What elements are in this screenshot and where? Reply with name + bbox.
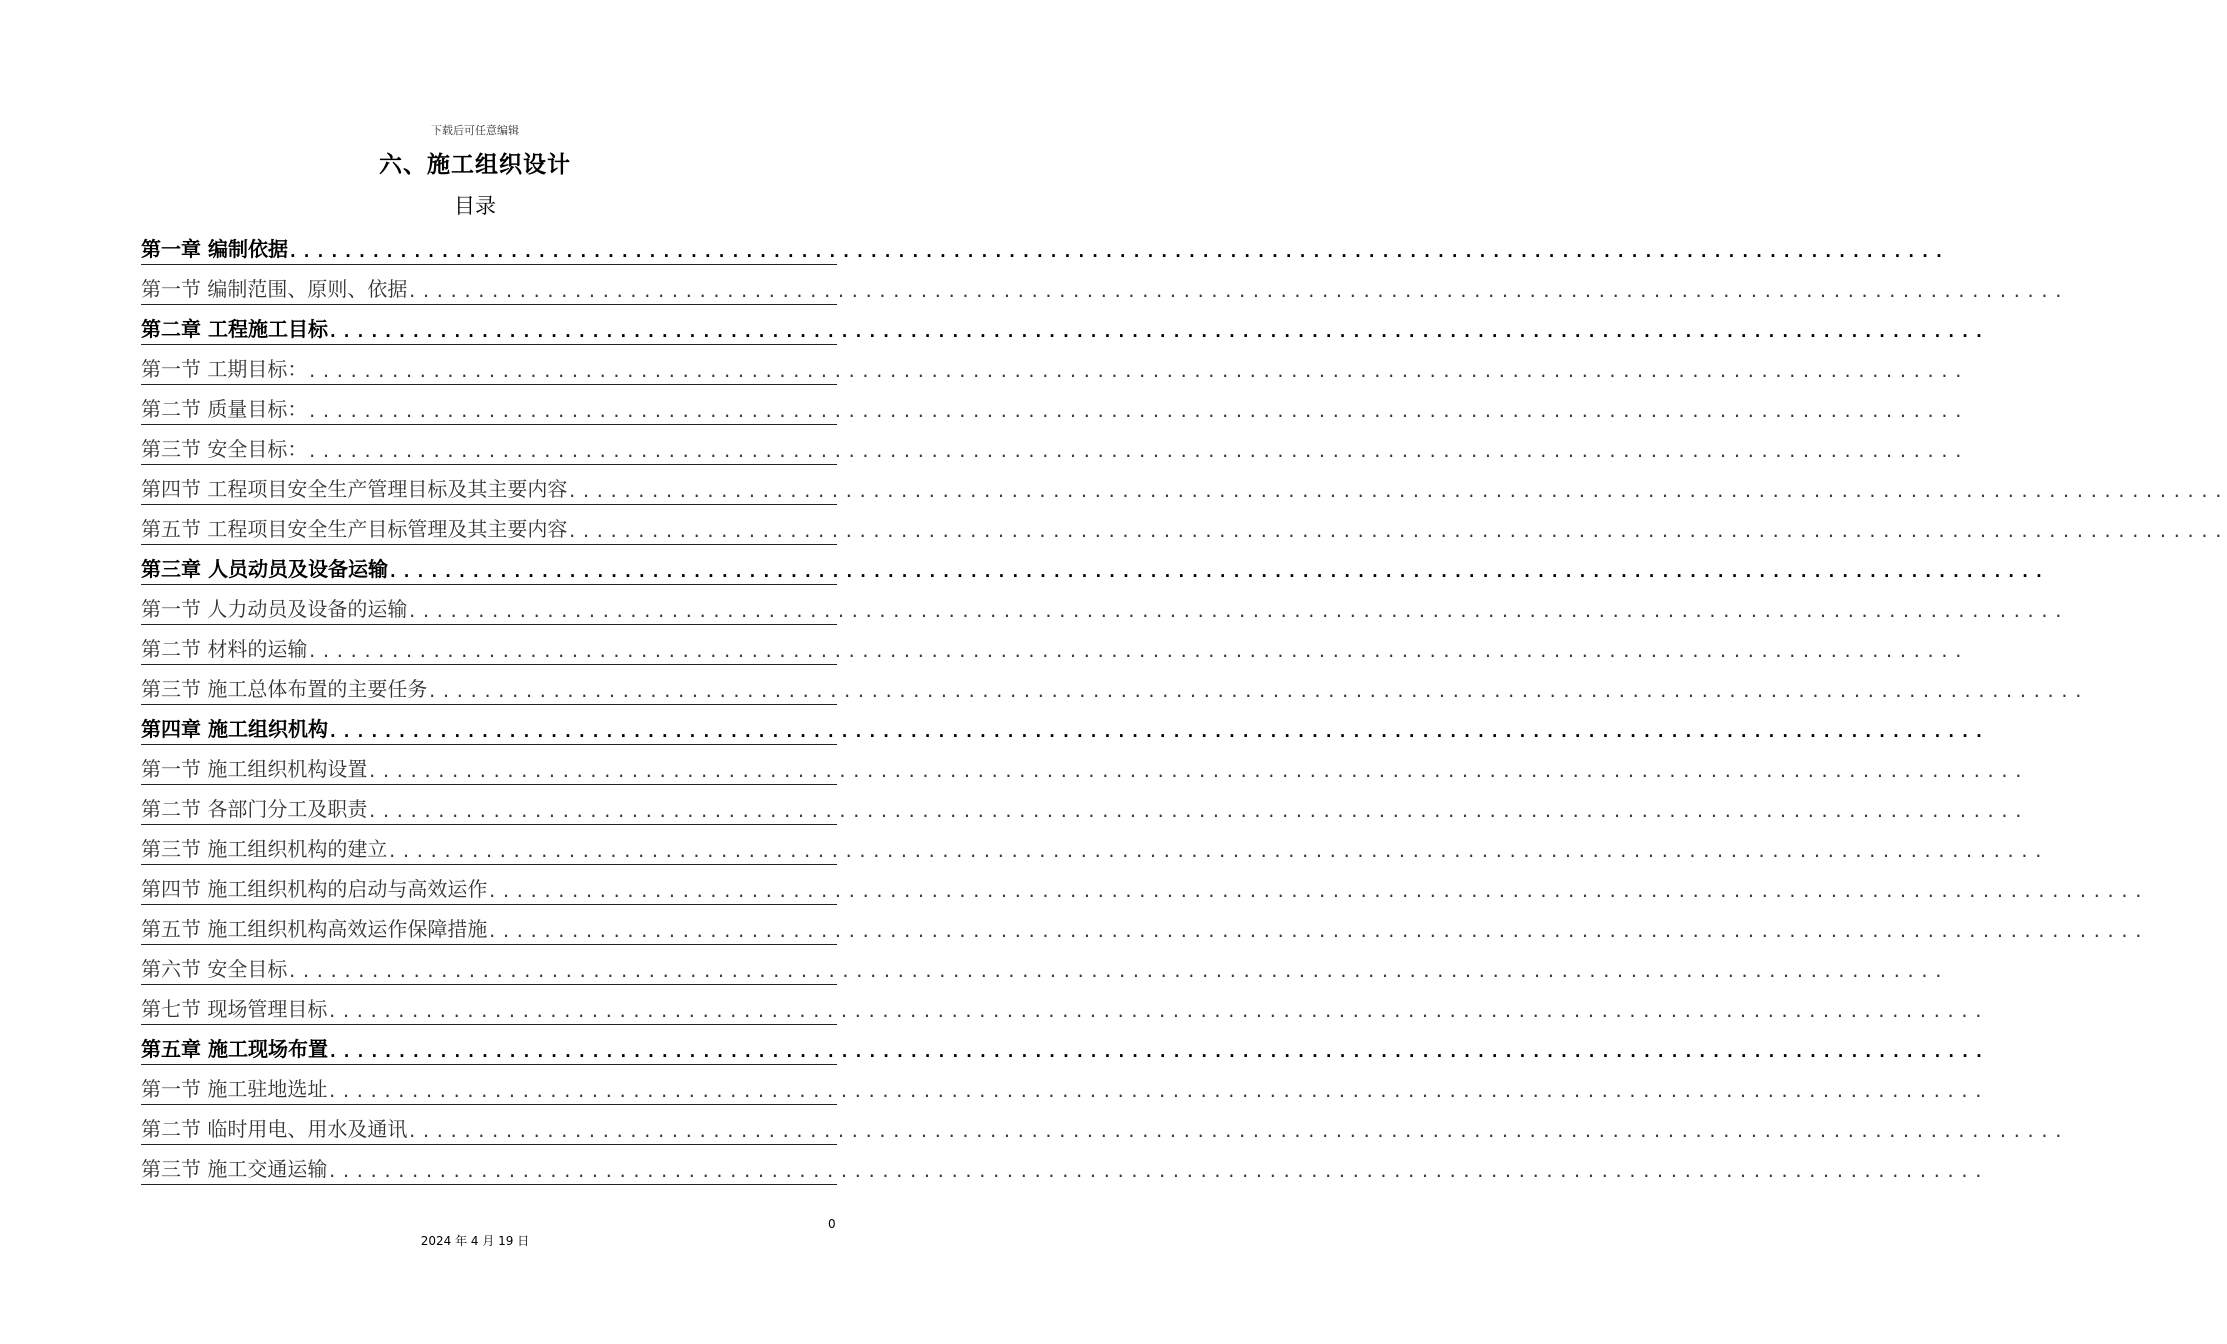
toc-dot-leader: ........................................................................................................................ (307, 362, 1968, 381)
toc-dot-leader: ........................................................................................................................ (487, 882, 2148, 901)
toc-dot-leader: ........................................................................................................................ (287, 242, 1948, 261)
toc-section-entry[interactable] (141, 345, 1968, 385)
toc-entry-label: 第四节 施工组织机构的启动与高效运作 (141, 877, 488, 901)
toc-chapter-entry[interactable] (141, 1025, 1988, 1065)
toc-entry-label: 第二节 材料的运输 (141, 637, 308, 661)
toc-dot-leader: ........................................................................................................................ (327, 1042, 1988, 1061)
toc-entry-label: 第四节 工程项目安全生产管理目标及其主要内容 (141, 477, 568, 501)
toc-dot-leader: ........................................................................................................................ (487, 922, 2148, 941)
toc-dot-leader: ........................................................................................................................ (307, 442, 1968, 461)
toc-entry-label: 第六节 安全目标 (141, 957, 288, 981)
toc-entry-label: 第二节 各部门分工及职责 (141, 797, 368, 821)
toc-section-entry[interactable] (141, 465, 2227, 505)
toc-section-entry[interactable] (141, 785, 2028, 825)
toc-entry-label: 第三节 施工总体布置的主要任务 (141, 677, 428, 701)
toc-dot-leader: ........................................................................................................................ (307, 642, 1968, 661)
toc-section-entry[interactable] (141, 1105, 2068, 1145)
footer-date: 2024 年 4 月 19 日 (420, 1234, 530, 1248)
toc-section-entry[interactable] (141, 265, 2068, 305)
toc-dot-leader: ........................................................................................................................ (367, 762, 2028, 781)
toc-section-entry[interactable] (141, 825, 2048, 865)
toc-dot-leader: ........................................................................................................................ (327, 722, 1988, 741)
toc-dot-leader: ........................................................................................................................ (327, 1162, 1988, 1181)
toc-section-entry[interactable] (141, 1145, 1988, 1185)
toc-section-entry[interactable] (141, 865, 2148, 905)
toc-chapter-entry[interactable] (141, 305, 1988, 345)
toc-chapter-entry[interactable] (141, 705, 1988, 745)
toc-entry-label: 第七节 现场管理目标 (141, 997, 328, 1021)
toc-dot-leader: ........................................................................................................................ (427, 682, 2088, 701)
toc-section-entry[interactable] (141, 425, 1968, 465)
toc-dot-leader: ........................................................................................................................ (327, 322, 1988, 341)
toc-dot-leader: ........................................................................................................................ (327, 1082, 1988, 1101)
document-title: 六、施工组织设计 (379, 151, 571, 178)
toc-section-entry[interactable] (141, 625, 1968, 665)
toc-dot-leader: ........................................................................................................................ (407, 1122, 2068, 1141)
toc-section-entry[interactable] (141, 665, 2088, 705)
toc-section-entry[interactable] (141, 385, 1968, 425)
page-number: 0 (828, 1217, 836, 1231)
toc-dot-leader: ........................................................................................................................ (567, 482, 2227, 501)
toc-section-entry[interactable] (141, 585, 2068, 625)
toc-entry-label: 第三章 人员动员及设备运输 (141, 557, 388, 581)
toc-section-entry[interactable] (141, 505, 2227, 545)
toc-section-entry[interactable] (141, 905, 2148, 945)
toc-dot-leader: ........................................................................................................................ (387, 562, 2048, 581)
header-note: 下载后可任意编辑 (431, 124, 519, 137)
toc-entry-label: 第五章 施工现场布置 (141, 1037, 328, 1061)
toc-entry-label: 第一节 施工组织机构设置 (141, 757, 368, 781)
toc-dot-leader: ........................................................................................................................ (407, 602, 2068, 621)
toc-entry-label: 第一节 人力动员及设备的运输 (141, 597, 408, 621)
toc-heading: 目录 (454, 194, 496, 218)
toc-section-entry[interactable] (141, 945, 1948, 985)
toc-entry-label: 第五节 施工组织机构高效运作保障措施 (141, 917, 488, 941)
toc-entry-label: 第一节 编制范围、原则、依据 (141, 277, 408, 301)
toc-section-entry[interactable] (141, 985, 1988, 1025)
toc-entry-label: 第二章 工程施工目标 (141, 317, 328, 341)
toc-dot-leader: ........................................................................................................................ (327, 1002, 1988, 1021)
table-of-contents (141, 225, 2227, 1185)
toc-section-entry[interactable] (141, 1065, 1988, 1105)
toc-entry-label: 第三节 施工交通运输 (141, 1157, 328, 1181)
toc-entry-label: 第一章 编制依据 (141, 237, 288, 261)
toc-dot-leader: ........................................................................................................................ (307, 402, 1968, 421)
toc-dot-leader: ........................................................................................................................ (387, 842, 2048, 861)
toc-entry-label: 第二节 质量目标： (141, 397, 308, 421)
toc-entry-label: 第三节 施工组织机构的建立 (141, 837, 388, 861)
toc-chapter-entry[interactable] (141, 545, 2048, 585)
toc-dot-leader: ........................................................................................................................ (287, 962, 1948, 981)
toc-dot-leader: ........................................................................................................................ (407, 282, 2068, 301)
toc-entry-label: 第四章 施工组织机构 (141, 717, 328, 741)
toc-chapter-entry[interactable] (141, 225, 1948, 265)
toc-entry-label: 第一节 工期目标： (141, 357, 308, 381)
toc-entry-label: 第五节 工程项目安全生产目标管理及其主要内容 (141, 517, 568, 541)
toc-entry-label: 第一节 施工驻地选址 (141, 1077, 328, 1101)
toc-dot-leader: ........................................................................................................................ (367, 802, 2028, 821)
toc-section-entry[interactable] (141, 745, 2028, 785)
toc-entry-label: 第二节 临时用电、用水及通讯 (141, 1117, 408, 1141)
toc-entry-label: 第三节 安全目标： (141, 437, 308, 461)
toc-dot-leader: ........................................................................................................................ (567, 522, 2227, 541)
